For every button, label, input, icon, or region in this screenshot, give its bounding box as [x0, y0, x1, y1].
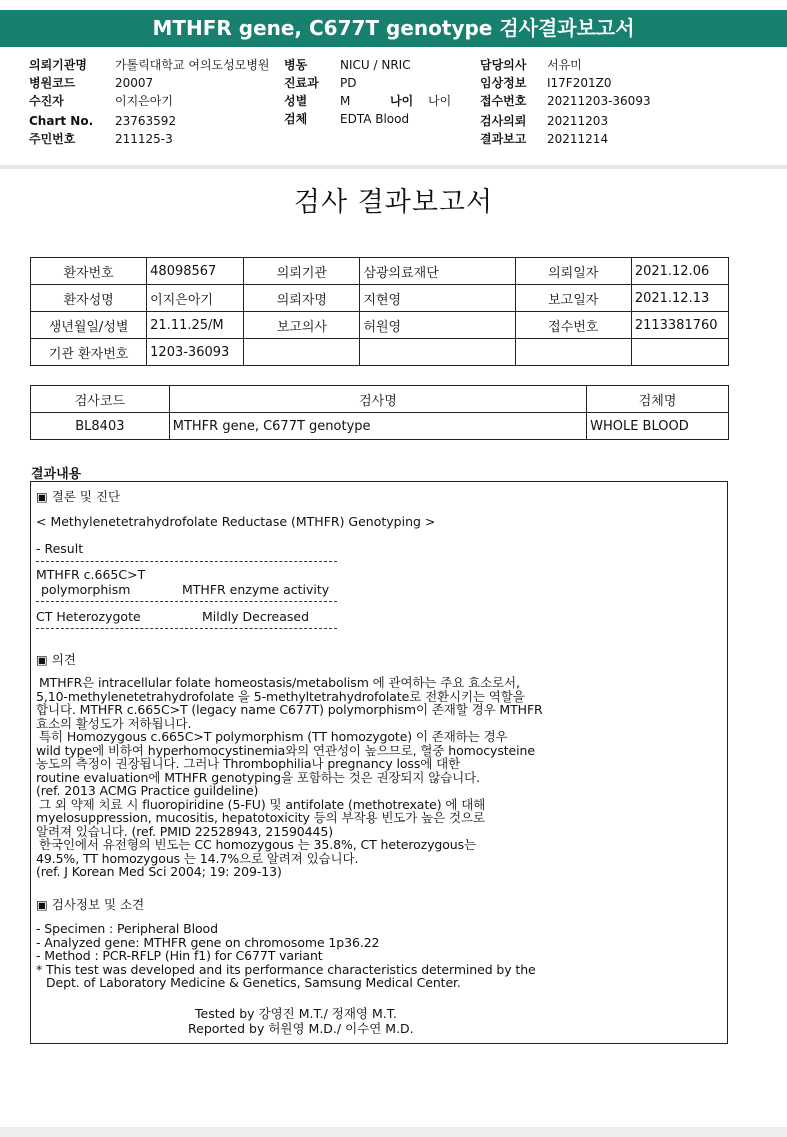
- test-info-table: [30, 385, 729, 440]
- test-info-line: - Analyzed gene: MTHFR gene on chromosome 1p36.22: [36, 934, 380, 950]
- table-cell: MTHFR gene, C677T genotype: [169, 413, 586, 440]
- info-label: 성별: [284, 94, 308, 108]
- table-cell: 2021.12.13: [631, 285, 728, 312]
- info-label: 결과보고: [480, 132, 527, 146]
- opinion-line: (ref. J Korean Med Sci 2004; 19: 209-13): [36, 864, 282, 879]
- results-section-label: 결과내용: [31, 467, 82, 482]
- opinion-line: 합니다. MTHFR c.665C>T (legacy name C677T) polymorphism이 존재할 경우 MTHFR: [36, 702, 543, 717]
- opinion-line: 농도의 측정이 권장됩니다. 그러나 Thrombophilia나 pregnancy loss에 대한: [36, 756, 461, 771]
- info-value: 서유미: [547, 58, 582, 72]
- opinion-line: 그 외 약제 치료 시 fluoropiridine (5-FU) 및 antifolate (methotrexate) 에 대해: [39, 796, 486, 812]
- info-label: 병동: [284, 58, 308, 72]
- opinion-line: myelosuppression, mucositis, hepatotoxicity 등의 부작용 빈도가 높은 것으로: [36, 810, 485, 825]
- table-row: [31, 285, 729, 312]
- info-value: 20211203-36093: [547, 94, 651, 108]
- result-label: - Result: [36, 541, 84, 556]
- table-cell: [631, 339, 728, 366]
- table-header: 검체명: [587, 386, 729, 413]
- genotyping-title: < Methylenetetrahydrofolate Reductase (MTHFR) Genotyping >: [36, 514, 436, 529]
- info-label: 검사의뢰: [480, 114, 527, 128]
- report-header-banner: MTHFR gene, C677T genotype 검사결과보고서: [0, 10, 787, 47]
- result-divider: [36, 601, 337, 602]
- info-column-2: [284, 56, 451, 128]
- result-col1-header-line2: polymorphism: [41, 582, 131, 597]
- table-cell: BL8403: [31, 413, 170, 440]
- result-genotype: CT Heterozygote: [36, 609, 141, 624]
- opinion-line: 5,10-methylenetetrahydrofolate 을 5-methyltetrahydrofolate로 전환시키는 역할을: [36, 688, 525, 704]
- table-cell: [244, 339, 360, 366]
- table-cell: [360, 339, 515, 366]
- test-info-line: * This test was developed and its performance characteristics determined by the: [36, 961, 536, 977]
- results-box: [30, 481, 728, 1044]
- info-value: 211125-3: [115, 132, 173, 146]
- table-header: 검사코드: [31, 386, 170, 413]
- info-value: 20211203: [547, 114, 609, 128]
- opinion-line: 한국인에서 유전형의 빈도는 CC homozygous 는 35.8%, CT heterozygous는: [39, 837, 477, 852]
- table-cell: 지현영: [360, 285, 515, 312]
- opinion-line: routine evaluation에 MTHFR genotyping을 포함하는 것은 권장되지 않습니다.: [36, 769, 481, 785]
- reported-by: Reported by 허원영 M.D./ 이수연 M.D.: [188, 1021, 414, 1036]
- opinion-heading: ▣ 의견: [36, 652, 76, 667]
- tested-by: Tested by 강영진 M.T./ 정재영 M.T.: [195, 1006, 397, 1021]
- table-cell: 1203-36093: [147, 339, 244, 366]
- table-cell: 허원영: [360, 312, 515, 339]
- opinion-line: 알려져 있습니다. (ref. PMID 22528943, 21590445): [36, 823, 333, 839]
- result-col1-header-line1: MTHFR c.665C>T: [36, 567, 146, 582]
- info-label: 수진자: [29, 94, 64, 108]
- info-value: EDTA Blood: [340, 112, 410, 126]
- table-cell: 의뢰기관: [244, 258, 360, 285]
- table-cell: 보고일자: [515, 285, 631, 312]
- table-row: [31, 339, 729, 366]
- result-divider: [36, 561, 337, 562]
- opinion-line: 49.5%, TT homozygous 는 14.7%으로 알려져 있습니다.: [36, 850, 359, 866]
- table-cell: 삼광의료재단: [360, 258, 515, 285]
- table-row: [31, 413, 729, 440]
- info-value: 이지은아기: [115, 94, 173, 108]
- test-info-text: [36, 922, 696, 990]
- table-cell: WHOLE BLOOD: [587, 413, 729, 440]
- conclusion-heading: ▣ 결론 및 진단: [36, 489, 121, 504]
- test-info-line: - Specimen : Peripheral Blood: [36, 921, 218, 936]
- header-separator: [0, 165, 787, 169]
- age-value: 나이: [428, 94, 452, 108]
- opinion-text: [36, 676, 696, 879]
- table-cell: [515, 339, 631, 366]
- info-value: M: [340, 94, 351, 108]
- opinion-line: wild type에 비하여 hyperhomocystinemia와의 연관성이 높으므로, 혈중 homocysteine: [36, 742, 535, 758]
- info-label: Chart No.: [29, 114, 94, 128]
- page-footer-bar: [0, 1127, 787, 1137]
- info-value: 20007: [115, 76, 154, 90]
- info-label: 주민번호: [29, 132, 76, 146]
- table-cell: 2021.12.06: [631, 258, 728, 285]
- info-column-3: [480, 56, 651, 148]
- table-cell: 2113381760: [631, 312, 728, 339]
- age-label: 나이: [390, 94, 414, 108]
- info-label: 의뢰기관명: [29, 58, 87, 72]
- info-label: 임상정보: [480, 76, 527, 90]
- result-col2-header: MTHFR enzyme activity: [182, 582, 330, 597]
- table-cell: 접수번호: [515, 312, 631, 339]
- table-cell: 환자성명: [31, 285, 147, 312]
- table-cell: 21.11.25/M: [147, 312, 244, 339]
- info-label: 진료과: [284, 76, 319, 90]
- info-label: 병원코드: [29, 76, 76, 90]
- table-cell: 보고의사: [244, 312, 360, 339]
- table-header-row: [31, 386, 729, 413]
- result-divider: [36, 628, 337, 629]
- patient-info-table: [30, 257, 729, 366]
- test-info-line: - Method : PCR-RFLP (Hin f1) for C677T variant: [36, 948, 323, 963]
- test-info-line: Dept. of Laboratory Medicine & Genetics, Samsung Medical Center.: [46, 975, 461, 990]
- table-cell: 48098567: [147, 258, 244, 285]
- info-label: 담당의사: [480, 58, 527, 72]
- table-cell: 기관 환자번호: [31, 339, 147, 366]
- opinion-line: 효소의 활성도가 저하됩니다.: [36, 715, 192, 731]
- result-enzyme-activity: Mildly Decreased: [202, 609, 310, 624]
- opinion-line: MTHFR은 intracellular folate homeostasis/metabolism 에 관여하는 주요 효소로서,: [39, 675, 520, 690]
- info-label: 검체: [284, 112, 308, 126]
- table-cell: 생년월일/성별: [31, 312, 147, 339]
- info-value: I17F201Z0: [547, 76, 612, 90]
- table-row: [31, 258, 729, 285]
- info-value: NICU / NRIC: [340, 58, 411, 72]
- test-info-heading: ▣ 검사정보 및 소견: [36, 897, 145, 912]
- table-cell: 이지은아기: [147, 285, 244, 312]
- info-value: 가톨릭대학교 여의도성모병원: [115, 58, 270, 72]
- table-cell: 의뢰자명: [244, 285, 360, 312]
- info-value: 23763592: [115, 114, 177, 128]
- info-column-1: [29, 56, 270, 148]
- info-label: 접수번호: [480, 94, 527, 108]
- document-title: 검사 결과보고서: [293, 187, 494, 218]
- table-cell: 의뢰일자: [515, 258, 631, 285]
- table-header: 검사명: [169, 386, 586, 413]
- opinion-line: 특히 Homozygous c.665C>T polymorphism (TT homozygote) 이 존재하는 경우: [39, 729, 508, 744]
- table-cell: 환자번호: [31, 258, 147, 285]
- info-value: 20211214: [547, 132, 609, 146]
- info-value: PD: [340, 76, 357, 90]
- table-row: [31, 312, 729, 339]
- opinion-line: (ref. 2013 ACMG Practice guildeline): [36, 783, 259, 798]
